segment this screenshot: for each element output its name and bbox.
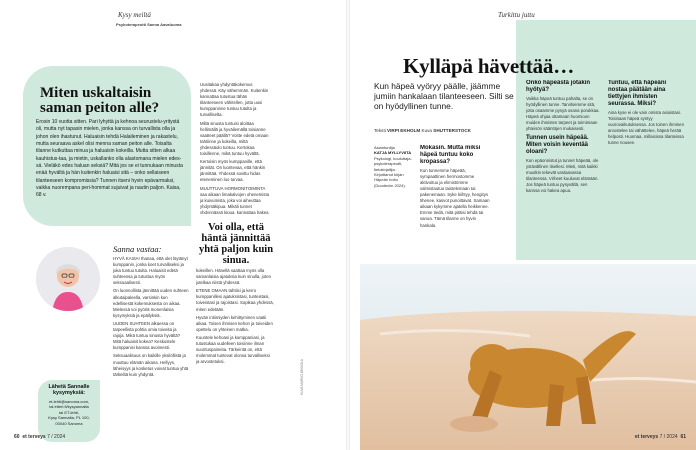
expert-box: Asiantuntija KATJA MYLLYVIITA Psykologi, kouluttaja-psykoterapeutti, tietokirjailija. Kirjoittanut kirjan Häpeän hoito (Duodecim 2024). bbox=[374, 145, 412, 188]
question-title: Miten uskaltaisin saman peiton alle? bbox=[40, 85, 160, 117]
byline: Teksti VIRPI EKHOLM Kuva SHUTTERSTOCK bbox=[374, 128, 471, 133]
article-deck: Kun häpeä vyöryy päälle, jäämme jumiin hankalaan tilanteeseen. Silti se on hyödyllinen tunne. bbox=[374, 81, 514, 111]
pull-quote: Voi olla, että häntä jännittää yhtä paljon kuin sinua. bbox=[198, 222, 274, 267]
section-kicker-right: Turkittu juttu bbox=[498, 11, 535, 19]
spread-gutter bbox=[346, 0, 350, 450]
folio-right: et terveys 7 / 2024 61 bbox=[634, 434, 686, 440]
send-question-box bbox=[38, 380, 100, 442]
article-column-1: Mokasin. Mutta miksi häpeä tuntuu koko kropassa? Kun tunnemme häpeää, sympaattinen hermostomme aktivoituu ja elimistömme valmistautuu taistelemaan tai pakenemaan. Syke kiihtyy, hengitys tihenee, kasvot punoittavat. Samaan aikaan kykymme ajatella heikkenee. Emme tiedä, mitä pitäisi tehdä tai sanoa. Tämä tilanne on hyvin hankala. bbox=[420, 145, 490, 228]
folio-left: 60 et terveys 7 / 2024 bbox=[14, 434, 66, 440]
dog-burying-head-photo bbox=[360, 264, 696, 450]
section-kicker: Kysy meiltä bbox=[118, 11, 151, 19]
author-portrait bbox=[36, 247, 100, 311]
article-headline: Kylläpä hävettää… bbox=[403, 54, 575, 78]
answer-column-right: kokeillen. Hänellä saattaa myös olla samanlaisia ajatuksia kuin sinulla, joten jutelkaa niistä yhdessä. ETENE OMAAN tahtiisi ja kerro kumppanillesi ajatuksistasi, tunteistasi, toiveistasi ja rajoistasi. Sopikaa yhdessä, miten edetään. Hyvän intiimiyden kehittyminen vaatii aikaa. Toisen ihmisen kehon ja toiveiden opettelu on yhteinen matka. Kuuntele kehoasi ja kumppaniasi, ja tutustukaa uudelleen toisiinne ilman suorituspaineita. Tärkeintä on, että molemmat tuntevat olonsa turvalliseksi ja arvostetuksi. bbox=[196, 268, 274, 365]
email-link[interactable]: et-lehti@sanoma.com, bbox=[48, 398, 90, 404]
article-column-3: Tuntuu, että häpeäni nostaa päätään aina tiettyjen ihmisten seurassa. Miksi? Aina kyse ei ole vain omista asioistasi. Toisinaan häpeä syntyy vuorovaikutuksessa. Jos toinen ihminen arvostelee tai vähättelee, häpeä herää helposti. Huomaa, millaisissa tilanteissa tunne nousee. bbox=[608, 80, 684, 146]
dog-in-sand-image bbox=[360, 264, 696, 450]
photo-credit: KUVA MARKO MIKKOLA bbox=[300, 359, 304, 395]
send-question-address: et-lehti@sanoma.com, tai etteri.fi/kysyannalta tai ET-lehti, Kysy Sannalta, PL 100, 00040 Sanoma bbox=[42, 399, 96, 426]
answer-column-top: Uusitakaa yhdyntäkokemus yhdessä. Käy vähemmän. Kuitenkin kannattaa tutustua tähän tilanteeseen vähitellen, jotta uusi kumppaninne tuntuu tutulta ja turvalliselta. Miltä sinusta tuntuisi aloittaa hellimällä ja hyväilemällä toisianne vaatteet päällä? Voitte edetä omaan tahtiinne ja kokeilla, miltä yhdessäolo tuntuu. Kertokaa toisillenne, mikä tuntuu hyvältä. Kertoisin myös kumppanille, että jännität. On luontevaa, että hänkin jännittää. Yhdessä sovittu hidas eteneminen luo turvaa. MUUTTUVA HORMONITOIMINTA saa aikaan limakalvojen ohenemista ja kuivumista, joka voi aiheuttaa yhdyntäkipua. Mikäli tunnet yhdynnässä kipua, kannattaa hakea bbox=[200, 82, 270, 214]
answer-column-left: HYVÄ KAISA! Ihanaa, että olet löytänyt kumppanin, jonka koet turvalliseksi ja joka tuntuu tutulta. Haluaisit edetä suhteessa ja tutustua myös seksuaalisesti. On luonnollista jännittää uuden suhteen alkutaipaleella, varsinkin kun edellisestä kokemuksesta on aikaa. Mielessä voi pyöriä monenlaisia kysymyksiä ja epäilyksiä. UUDEN SUHTEEN alkaessa on tarpeellista pohtia omia toiveita ja rajoja. Mikä tuntuu sinusta hyvältä? Mitä haluaisit kokea? Keskustele kumppanisi kanssa avoimesti. Seksuaalisuus on kaikille yksilöllistä ja muuttuu elämän aikana. Hellyys, läheisyys ja kosketus voivat tuntua yhtä tärkeiltä kuin yhdyntä. bbox=[113, 256, 189, 377]
section-author-line: Psykoterapeutti Sanna Aavaluoma bbox=[116, 22, 182, 27]
answer-title: Sanna vastaa: bbox=[113, 244, 162, 254]
article-column-2: Onko häpeästä jotakin hyötyä? Vaikka häpeä tuntuu pahalta, se on hyödyllinen tunne. Tarvitsemme sitä, jotta osaamme pysyä osana porukkaa. Häpeä ohjaa ottamaan huomioon muiden ihmisten tarpeet ja toimimaan yhteisön sääntöjen mukaisesti. Tunnen usein häpeää. Miten voisin keventää oloani? Kun epäonnistut ja tunnet häpeää, ole ystävällinen itsellesi. Mieti, mitä kaikki muutkin tekevät vastaavassa tilanteessa. Virheet kuuluvat elämään. Jos häpeä tuntuu pysyvältä, sen kanssa voi hakea apua. bbox=[526, 80, 600, 194]
woman-portrait-image bbox=[36, 247, 100, 311]
web-link[interactable]: tai etteri.fi/kysyannalta bbox=[49, 404, 89, 410]
send-question-title: Lähetä Sannalle kysymyksiä: bbox=[48, 384, 90, 397]
right-page bbox=[348, 0, 696, 450]
question-body: Erosin 10 vuotta sitten. Pari lyhyttä ja kehnoa seurustelu-yritystä oli, mutta nyt tapasin mielen, jonka kanssa on turvallista olla ja johon olen ihastunut. Haluaisin tehdä Halaileminen ja rakastelu, mutta seuraava askel olisi menna saman peiton alle. Toisalta tilanne kutkuttaa minua ja haluaisin kokeilla. Mutta sitten alkaa kauhistus-taa, ja mietin, uskallanko olla alastomana mielen edes-sä. Vieläkö edes haluan seksiä? Mitä jos se ei tunnukaan minusta enää hyvältä ja hän kuitenkin haluaisi sitä – onko sellaiseen tilanteeseen kompromissia? Tunnen itseni hyvin epävarmaksi, vaikka nuorempana peri-hommat sujuivat ja nautin paljon. Kaisa, 68 v. bbox=[36, 119, 183, 199]
